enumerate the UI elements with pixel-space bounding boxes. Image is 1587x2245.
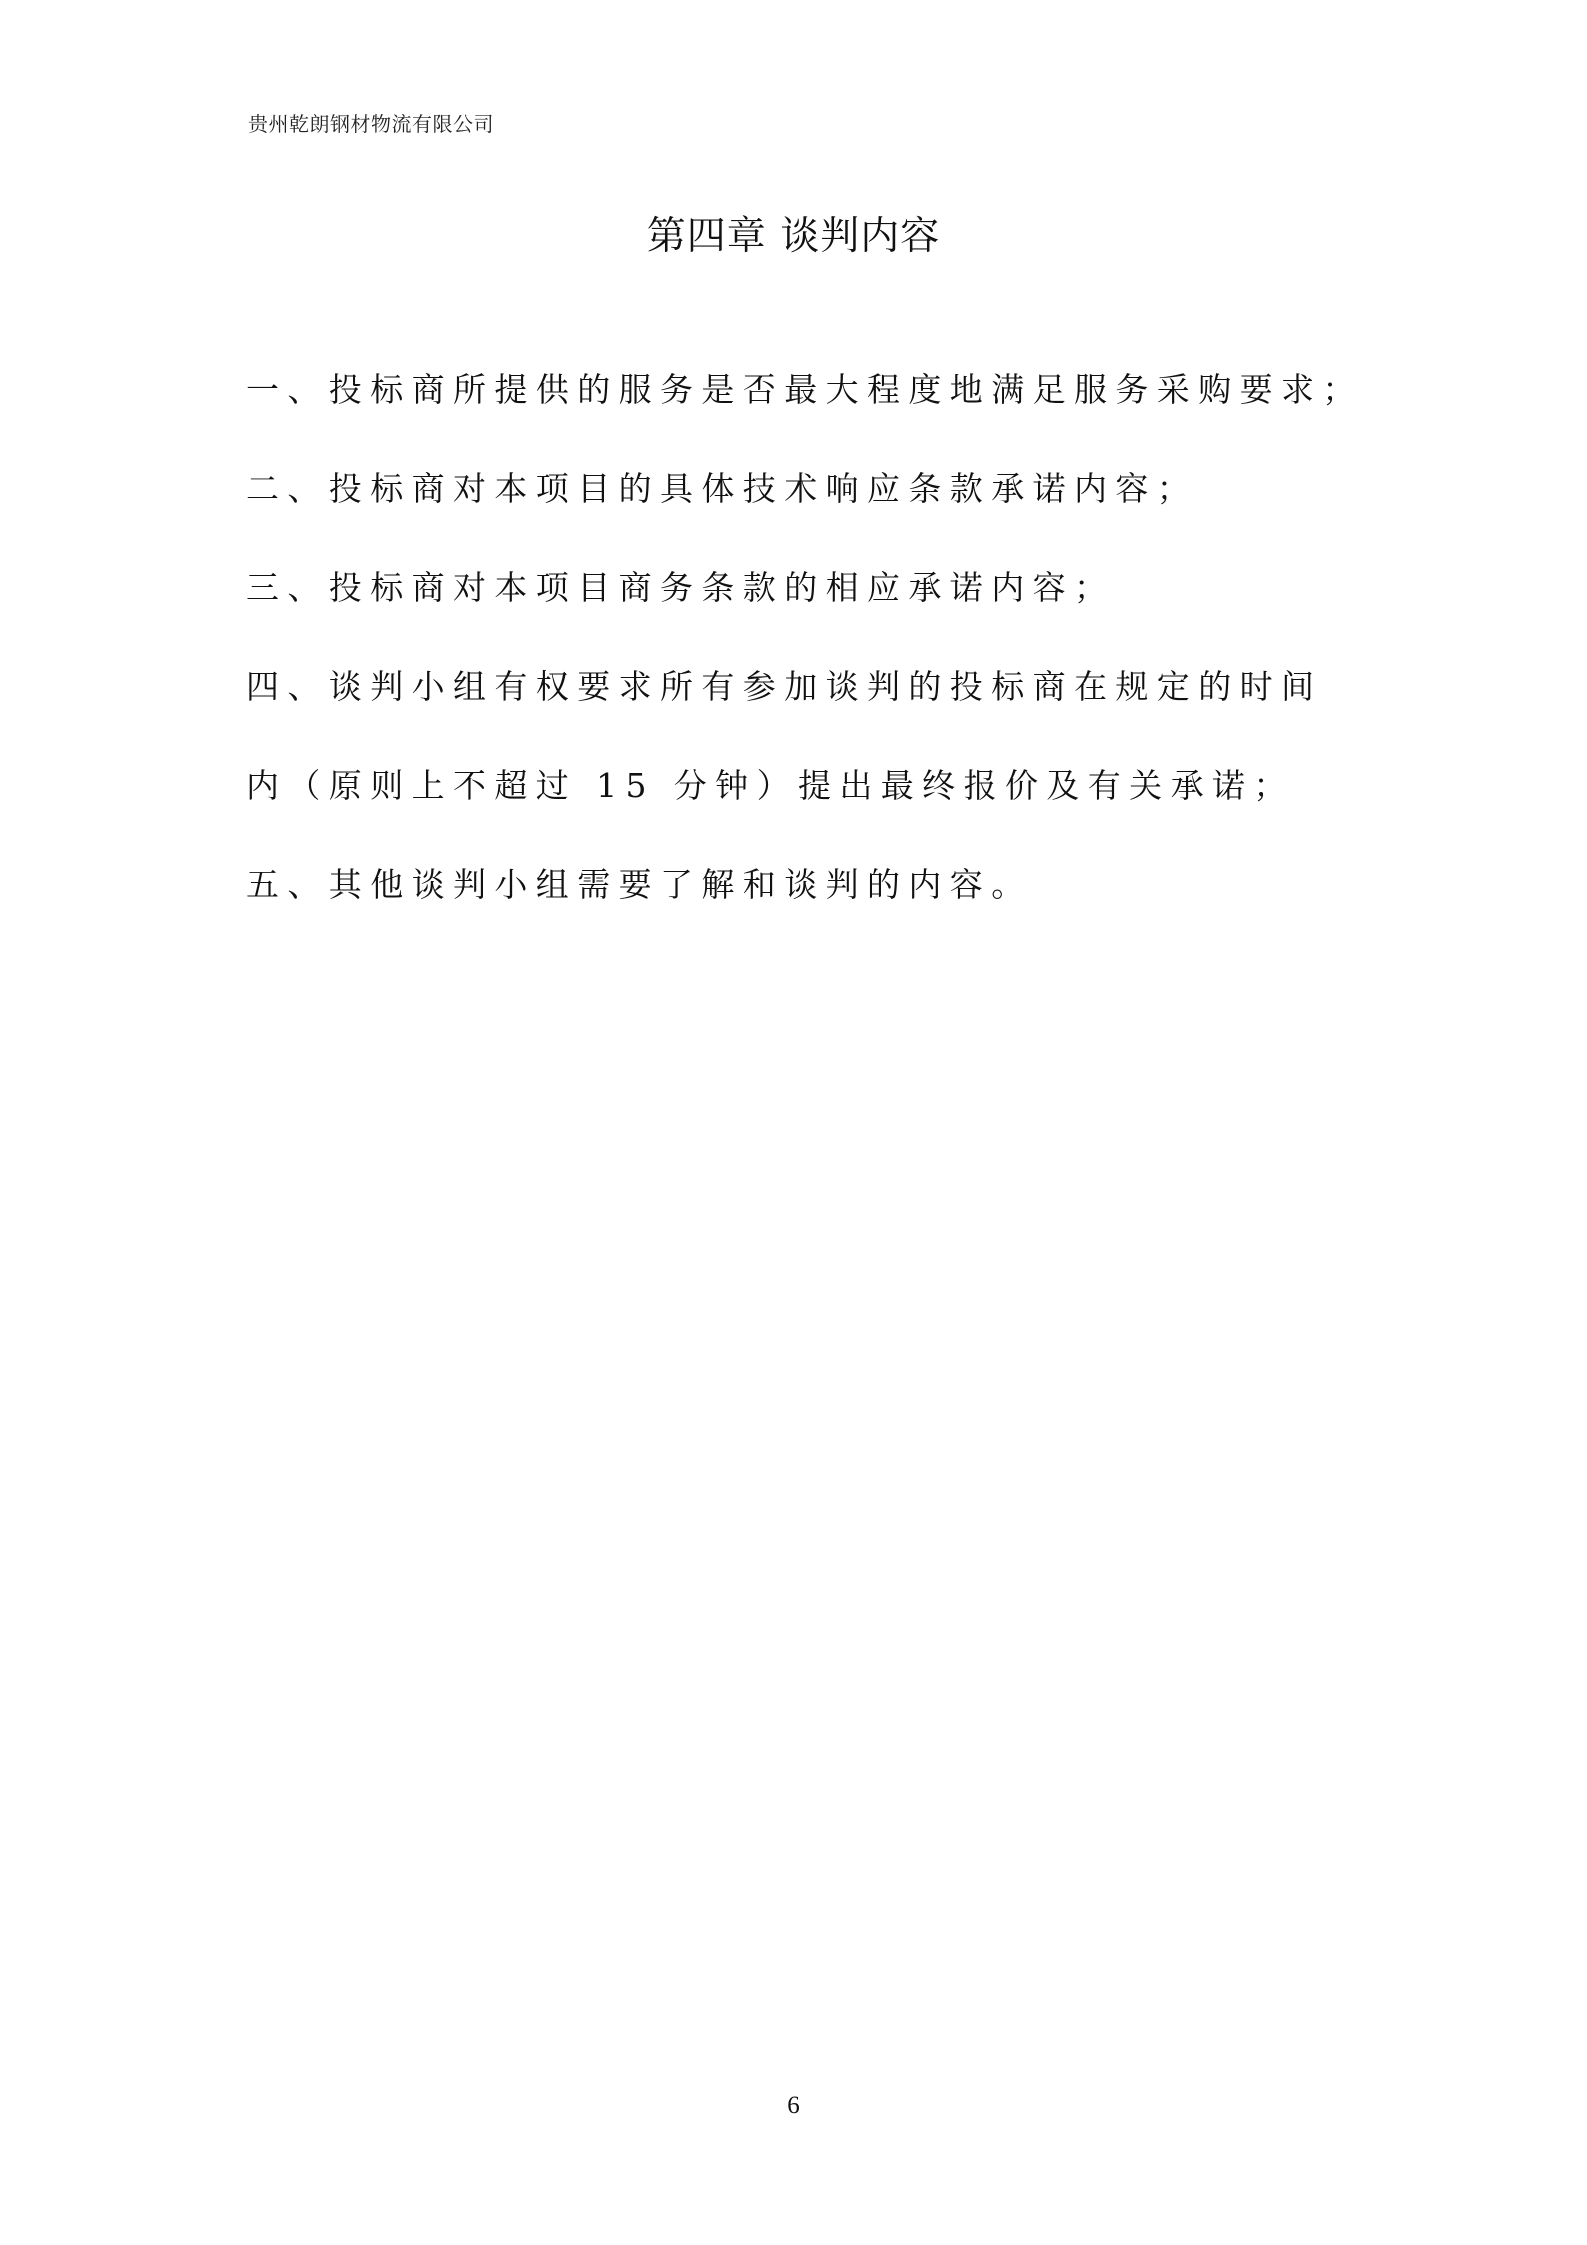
chapter-body: [246, 340, 1364, 934]
text-line: 三、投标商对本项目商务条款的相应承诺内容；: [246, 568, 1116, 607]
text-line: 内（原则上不超过 15 分钟）提出最终报价及有关承诺；: [246, 766, 1295, 805]
running-header: 贵州乾朗钢材物流有限公司: [248, 112, 494, 136]
text-line: 五、其他谈判小组需要了解和谈判的内容。: [246, 865, 1033, 904]
page-number: 6: [787, 2092, 800, 2119]
text-line: 四、谈判小组有权要求所有参加谈判的投标商在规定的时间: [246, 667, 1323, 706]
text-line: 一、投标商所提供的服务是否最大程度地满足服务采购要求；: [246, 370, 1364, 409]
chapter-title: 第四章 谈判内容: [646, 214, 941, 259]
text-line: 二、投标商对本项目的具体技术响应条款承诺内容；: [246, 469, 1199, 508]
